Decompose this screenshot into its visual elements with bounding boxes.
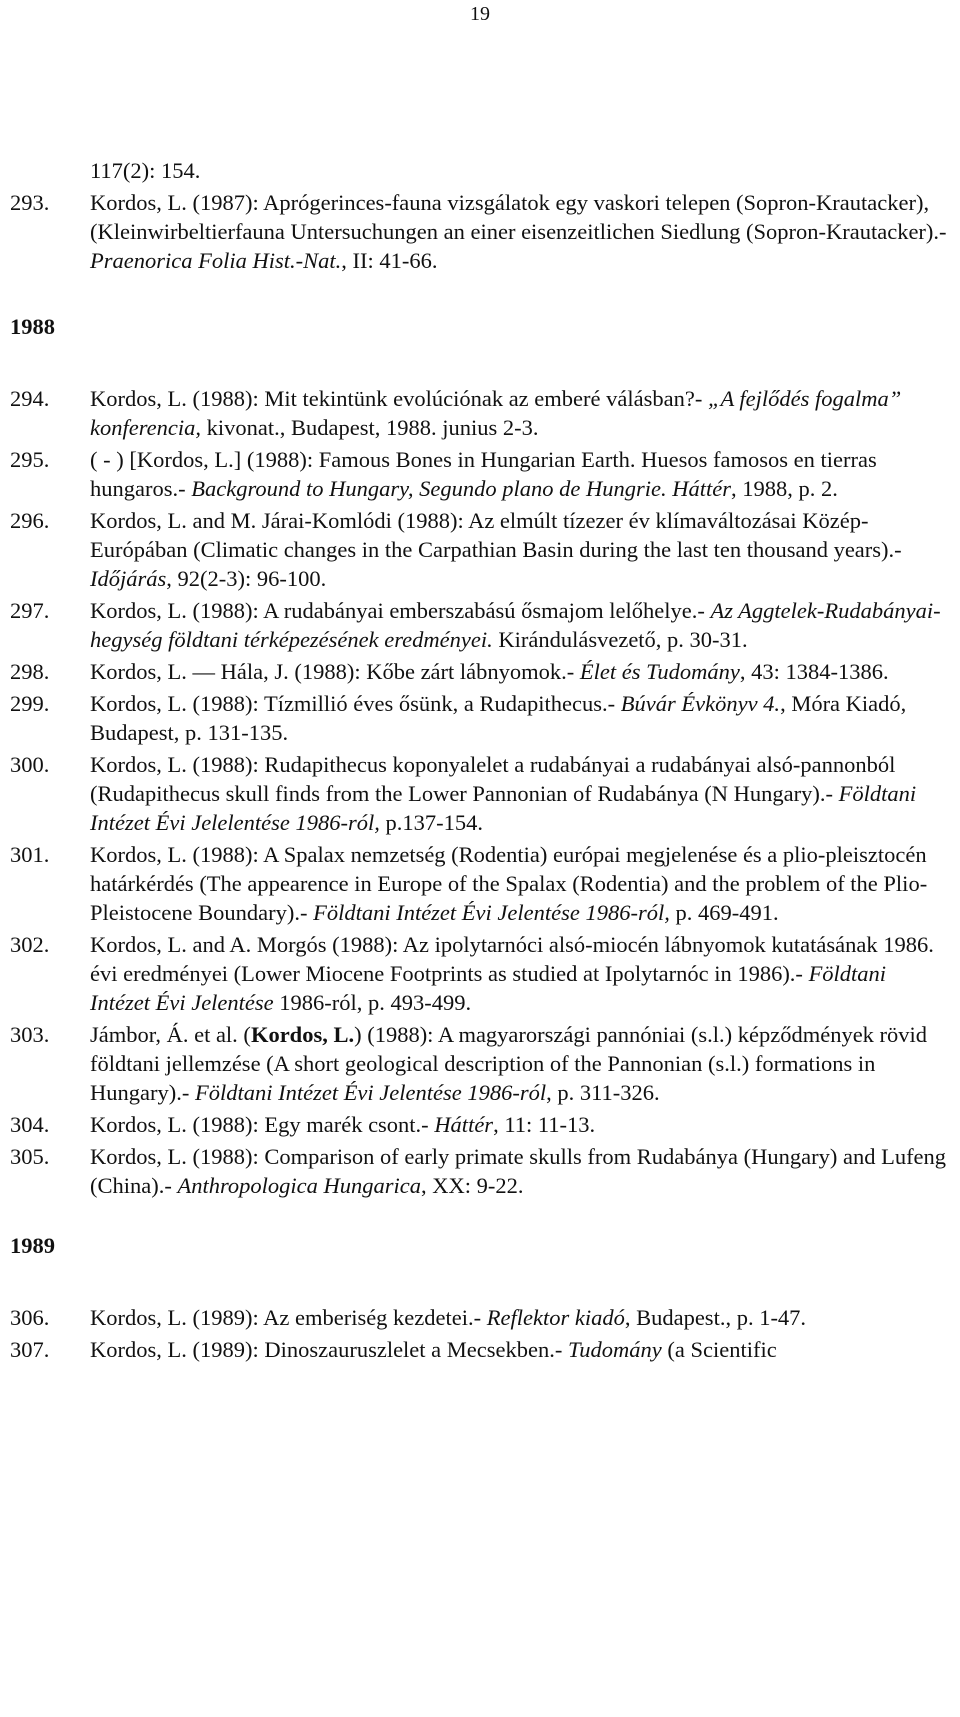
italic-text: Tudomány bbox=[567, 1337, 662, 1362]
italic-text: Földtani Intézet Évi Jelentése 1986-ról, bbox=[313, 900, 670, 925]
text-run: Kordos, L. (1988): Rudapithecus koponyalelet a rudabányai a rudabányai alsó-pannonból (Rudapithecus skull finds from the Lower Pannonian of Rudabánya (N Hungary).- bbox=[90, 752, 896, 806]
text-run: , 92(2-3): 96-100. bbox=[166, 566, 327, 591]
italic-text: Élet és Tudomány bbox=[579, 659, 740, 684]
entry-number: 296. bbox=[10, 508, 50, 533]
bibliography-entry bbox=[0, 1303, 960, 1332]
italic-text: „A fejlődés fogalma” konferencia, bbox=[90, 386, 902, 440]
entry-number: 298. bbox=[10, 659, 50, 684]
italic-text: Background to Hungary, Segundo plano de Hungrie. Háttér bbox=[191, 476, 731, 501]
year-heading-1988: 1988 bbox=[10, 314, 55, 339]
text-run: Kordos, L. (1988): Egy marék csont.- bbox=[90, 1112, 435, 1137]
bibliography-entry bbox=[0, 1020, 960, 1107]
text-run: Kordos, L. (1989): Dinoszauruszlelet a Mecsekben.- bbox=[90, 1337, 568, 1362]
year-heading-1989: 1989 bbox=[10, 1233, 55, 1258]
text-run: Kordos, L. (1988): A rudabányai emberszabású ősmajom lelőhelye.- bbox=[90, 598, 711, 623]
bibliography-entry bbox=[0, 384, 960, 442]
bibliography-entry bbox=[0, 596, 960, 654]
text-run: p.137-154. bbox=[379, 810, 484, 835]
entry-number: 299. bbox=[10, 691, 50, 716]
entry-number: 295. bbox=[10, 447, 50, 472]
text-run: Kordos, L. and A. Morgós (1988): Az ipolytarnóci alsó-miocén lábnyomok kutatásának 1986. évi eredményei (Lower Miocene Footprints as studied at Ipolytarnóc in 1986).- bbox=[90, 932, 934, 986]
text-run: ( - ) [Kordos, L.] (1988): Famous Bones in Hungarian Earth. Huesos famosos en tierras hungaros.- bbox=[90, 447, 877, 501]
italic-text: Földtani Intézet Évi Jelentése bbox=[90, 961, 887, 1015]
text-run: Kordos, L. (1989): Az emberiség kezdetei.- bbox=[90, 1305, 487, 1330]
bibliography-entry bbox=[0, 188, 960, 275]
bibliography-entry bbox=[0, 1142, 960, 1200]
bibliography-entry bbox=[0, 1335, 960, 1364]
text-run: Kordos, L. (1988): Mit tekintünk evolúciónak az emberé válásban?- bbox=[90, 386, 708, 411]
entry-number: 301. bbox=[10, 842, 50, 867]
entry-number: 303. bbox=[10, 1022, 50, 1047]
text-run: , Móra Kiadó, Budapest, p. 131-135. bbox=[90, 691, 907, 745]
bibliography-entry bbox=[0, 840, 960, 927]
bibliography-entry bbox=[0, 750, 960, 837]
bibliography-entry bbox=[0, 689, 960, 747]
italic-text: Anthropologica Hungarica bbox=[177, 1173, 422, 1198]
bibliography-entry bbox=[0, 506, 960, 593]
entry-text bbox=[90, 842, 927, 925]
text-run: , II: 41-66. bbox=[341, 248, 438, 273]
text-run: Jámbor, Á. et al. ( bbox=[90, 1022, 251, 1047]
text-run: kivonat., Budapest, 1988. junius 2-3. bbox=[201, 415, 539, 440]
bibliography-entry bbox=[0, 930, 960, 1017]
bibliography-entry bbox=[0, 445, 960, 503]
entry-text bbox=[90, 1112, 595, 1137]
entry-number: 294. bbox=[10, 386, 50, 411]
text-run: Kordos, L. (1987): Aprógerinces-fauna vizsgálatok egy vaskori telepen (Sopron-Krautacker), (Kleinwirbeltierfauna Untersuchungen an einer eisenzeitlichen Siedlung (Sopron-Krautacker).- bbox=[90, 190, 947, 244]
entry-text bbox=[90, 598, 941, 652]
text-run: ) (1988): A magyarországi pannóniai (s.l.) képződmények rövid földtani jellemzése (A short geological description of the Pannonian (s.l.) formations in Hungary).- bbox=[90, 1022, 928, 1105]
text-run: Kordos, L. (1988): Comparison of early primate skulls from Rudabánya (Hungary) and Lufeng (China).- bbox=[90, 1144, 947, 1198]
entry-text bbox=[90, 508, 902, 591]
entry-text bbox=[90, 386, 901, 440]
text-run: p. 469-491. bbox=[669, 900, 779, 925]
entry-text bbox=[90, 752, 916, 835]
text-run: Kordos, L. (1988): A Spalax nemzetség (Rodentia) európai megjelenése és a plio-pleisztocén határkérdés (The appearence in Europe of the Spalax (Rodentia) and the problem of the Plio-Pleistocene Boundary).- bbox=[90, 842, 928, 925]
text-run: (a Scientific bbox=[661, 1337, 777, 1362]
italic-text: Háttér bbox=[434, 1112, 494, 1137]
text-run: , 11: 11-13. bbox=[493, 1112, 596, 1137]
text-run: Kordos, L. (1988): Tízmillió éves ősünk, a Rudapithecus.- bbox=[90, 691, 621, 716]
entry-text bbox=[90, 190, 947, 273]
text-run: Kordos, L. — Hála, J. (1988): Kőbe zárt lábnyomok.- bbox=[90, 659, 580, 684]
text-run: Kirándulásvezető, p. 30-31. bbox=[492, 627, 748, 652]
text-run: , 1988, p. 2. bbox=[730, 476, 838, 501]
entry-text bbox=[90, 1022, 927, 1105]
entry-number: 307. bbox=[10, 1337, 50, 1362]
text-run: , p. 311-326. bbox=[546, 1080, 660, 1105]
bold-text: Kordos, L. bbox=[250, 1022, 355, 1047]
text-run: , 43: 1384-1386. bbox=[739, 659, 889, 684]
entry-text bbox=[90, 932, 934, 1015]
italic-text: Búvár Évkönyv 4. bbox=[620, 691, 781, 716]
text-run: , Budapest., p. 1-47. bbox=[624, 1305, 807, 1330]
italic-text: Földtani Intézet Évi Jelentése 1986-ról bbox=[194, 1080, 547, 1105]
italic-text: Praenorica Folia Hist.-Nat. bbox=[90, 248, 342, 273]
entry-text bbox=[90, 1144, 946, 1198]
bibliography-list bbox=[0, 156, 960, 1367]
text-run: Kordos, L. and M. Járai-Komlódi (1988): Az elmúlt tízezer év klímaváltozásai Közép-Európában (Climatic changes in the Carpathian Basin during the last ten thousand years).- bbox=[90, 508, 902, 562]
entry-text bbox=[90, 447, 877, 501]
entry-number: 293. bbox=[10, 190, 50, 215]
italic-text: Az Aggtelek-Rudabányai-hegység földtani térképezésének eredményei. bbox=[90, 598, 941, 652]
entry-text bbox=[90, 1305, 806, 1330]
italic-text: Földtani Intézet Évi Jelelentése 1986-ról, bbox=[90, 781, 917, 835]
entry-text bbox=[90, 659, 889, 684]
text-run: , XX: 9-22. bbox=[421, 1173, 524, 1198]
italic-text: Időjárás bbox=[90, 566, 167, 591]
continuation-line: 117(2): 154. bbox=[90, 158, 201, 183]
entry-number: 304. bbox=[10, 1112, 50, 1137]
bibliography-entry bbox=[0, 1110, 960, 1139]
entry-number: 305. bbox=[10, 1144, 50, 1169]
entry-text bbox=[90, 691, 906, 745]
entry-number: 297. bbox=[10, 598, 50, 623]
entry-text bbox=[90, 1337, 777, 1362]
entry-number: 300. bbox=[10, 752, 50, 777]
entry-number: 306. bbox=[10, 1305, 50, 1330]
bibliography-entry bbox=[0, 657, 960, 686]
entry-number: 302. bbox=[10, 932, 50, 957]
text-run: 1986-ról, p. 493-499. bbox=[273, 990, 472, 1015]
page-number: 19 bbox=[470, 3, 490, 25]
italic-text: Reflektor kiadó bbox=[486, 1305, 625, 1330]
